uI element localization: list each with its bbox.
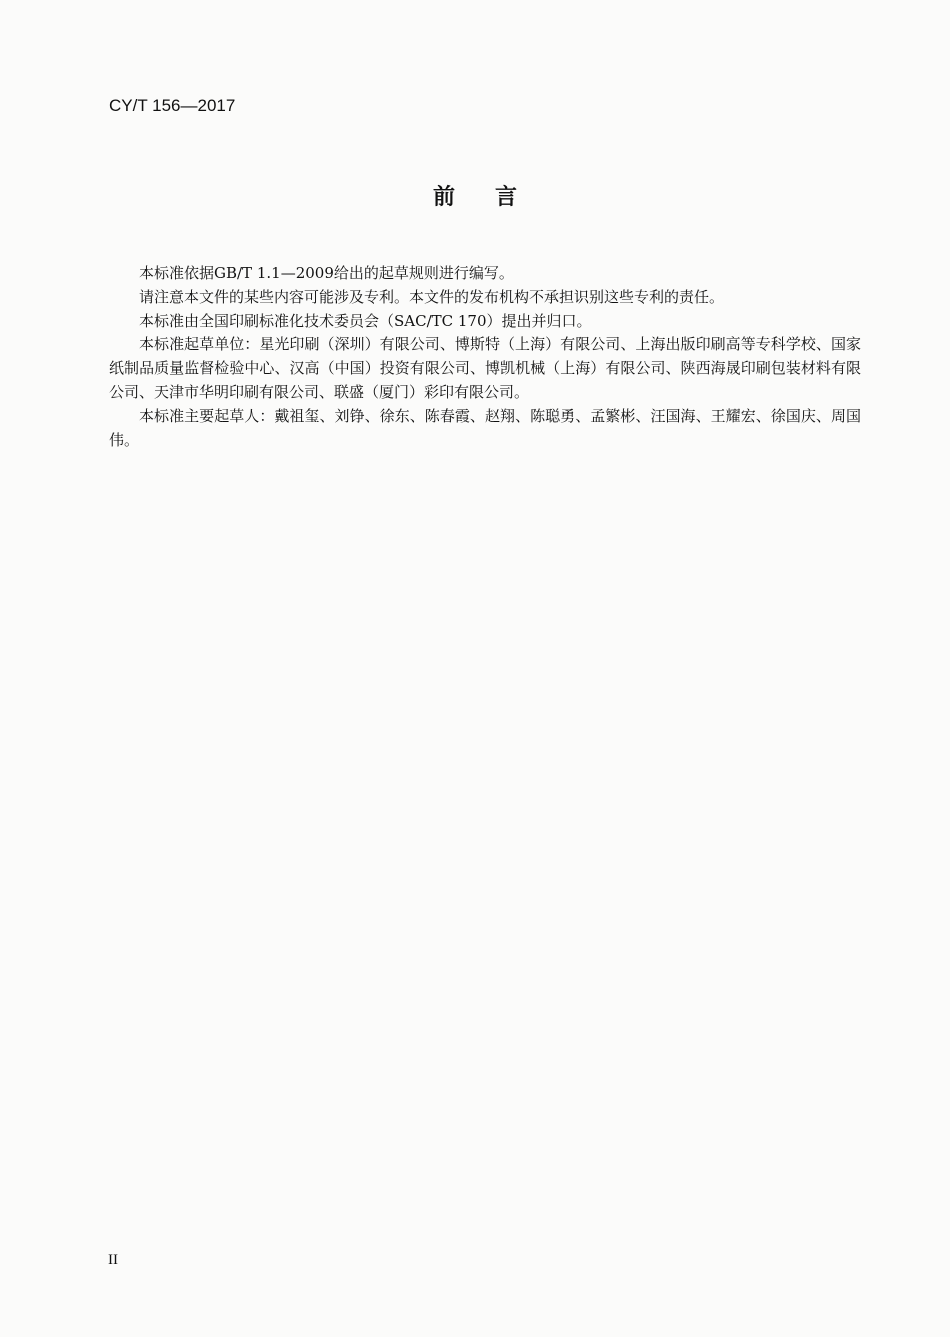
page-number: II [108,1252,118,1268]
foreword-body [109,262,861,452]
paragraph-drafting-rules: 本标准依据GB/T 1.1—2009给出的起草规则进行编写。 [139,264,514,282]
page-title: 前言 [432,185,557,210]
standard-code: CY/T 156—2017 [109,96,236,115]
paragraph-drafters: 本标准主要起草人：戴祖玺、刘铮、徐东、陈春霞、赵翔、陈聪勇、孟繁彬、汪国海、王耀宏、徐国庆、周国伟。 [109,406,861,449]
paragraph-proposer: 本标准由全国印刷标准化技术委员会（SAC/TC 170）提出并归口。 [139,311,592,330]
paragraph-drafting-units: 本标准起草单位：星光印刷（深圳）有限公司、博斯特（上海）有限公司、上海出版印刷高等专科学校、国家纸制品质量监督检验中心、汉高（中国）投资有限公司、博凯机械（上海）有限公司、陕西海晟印刷包装材料有限公司、天津市华明印刷有限公司、联盛（厦门）彩印有限公司。 [109,335,861,401]
paragraph-patent-notice: 请注意本文件的某些内容可能涉及专利。本文件的发布机构不承担识别这些专利的责任。 [139,287,725,306]
